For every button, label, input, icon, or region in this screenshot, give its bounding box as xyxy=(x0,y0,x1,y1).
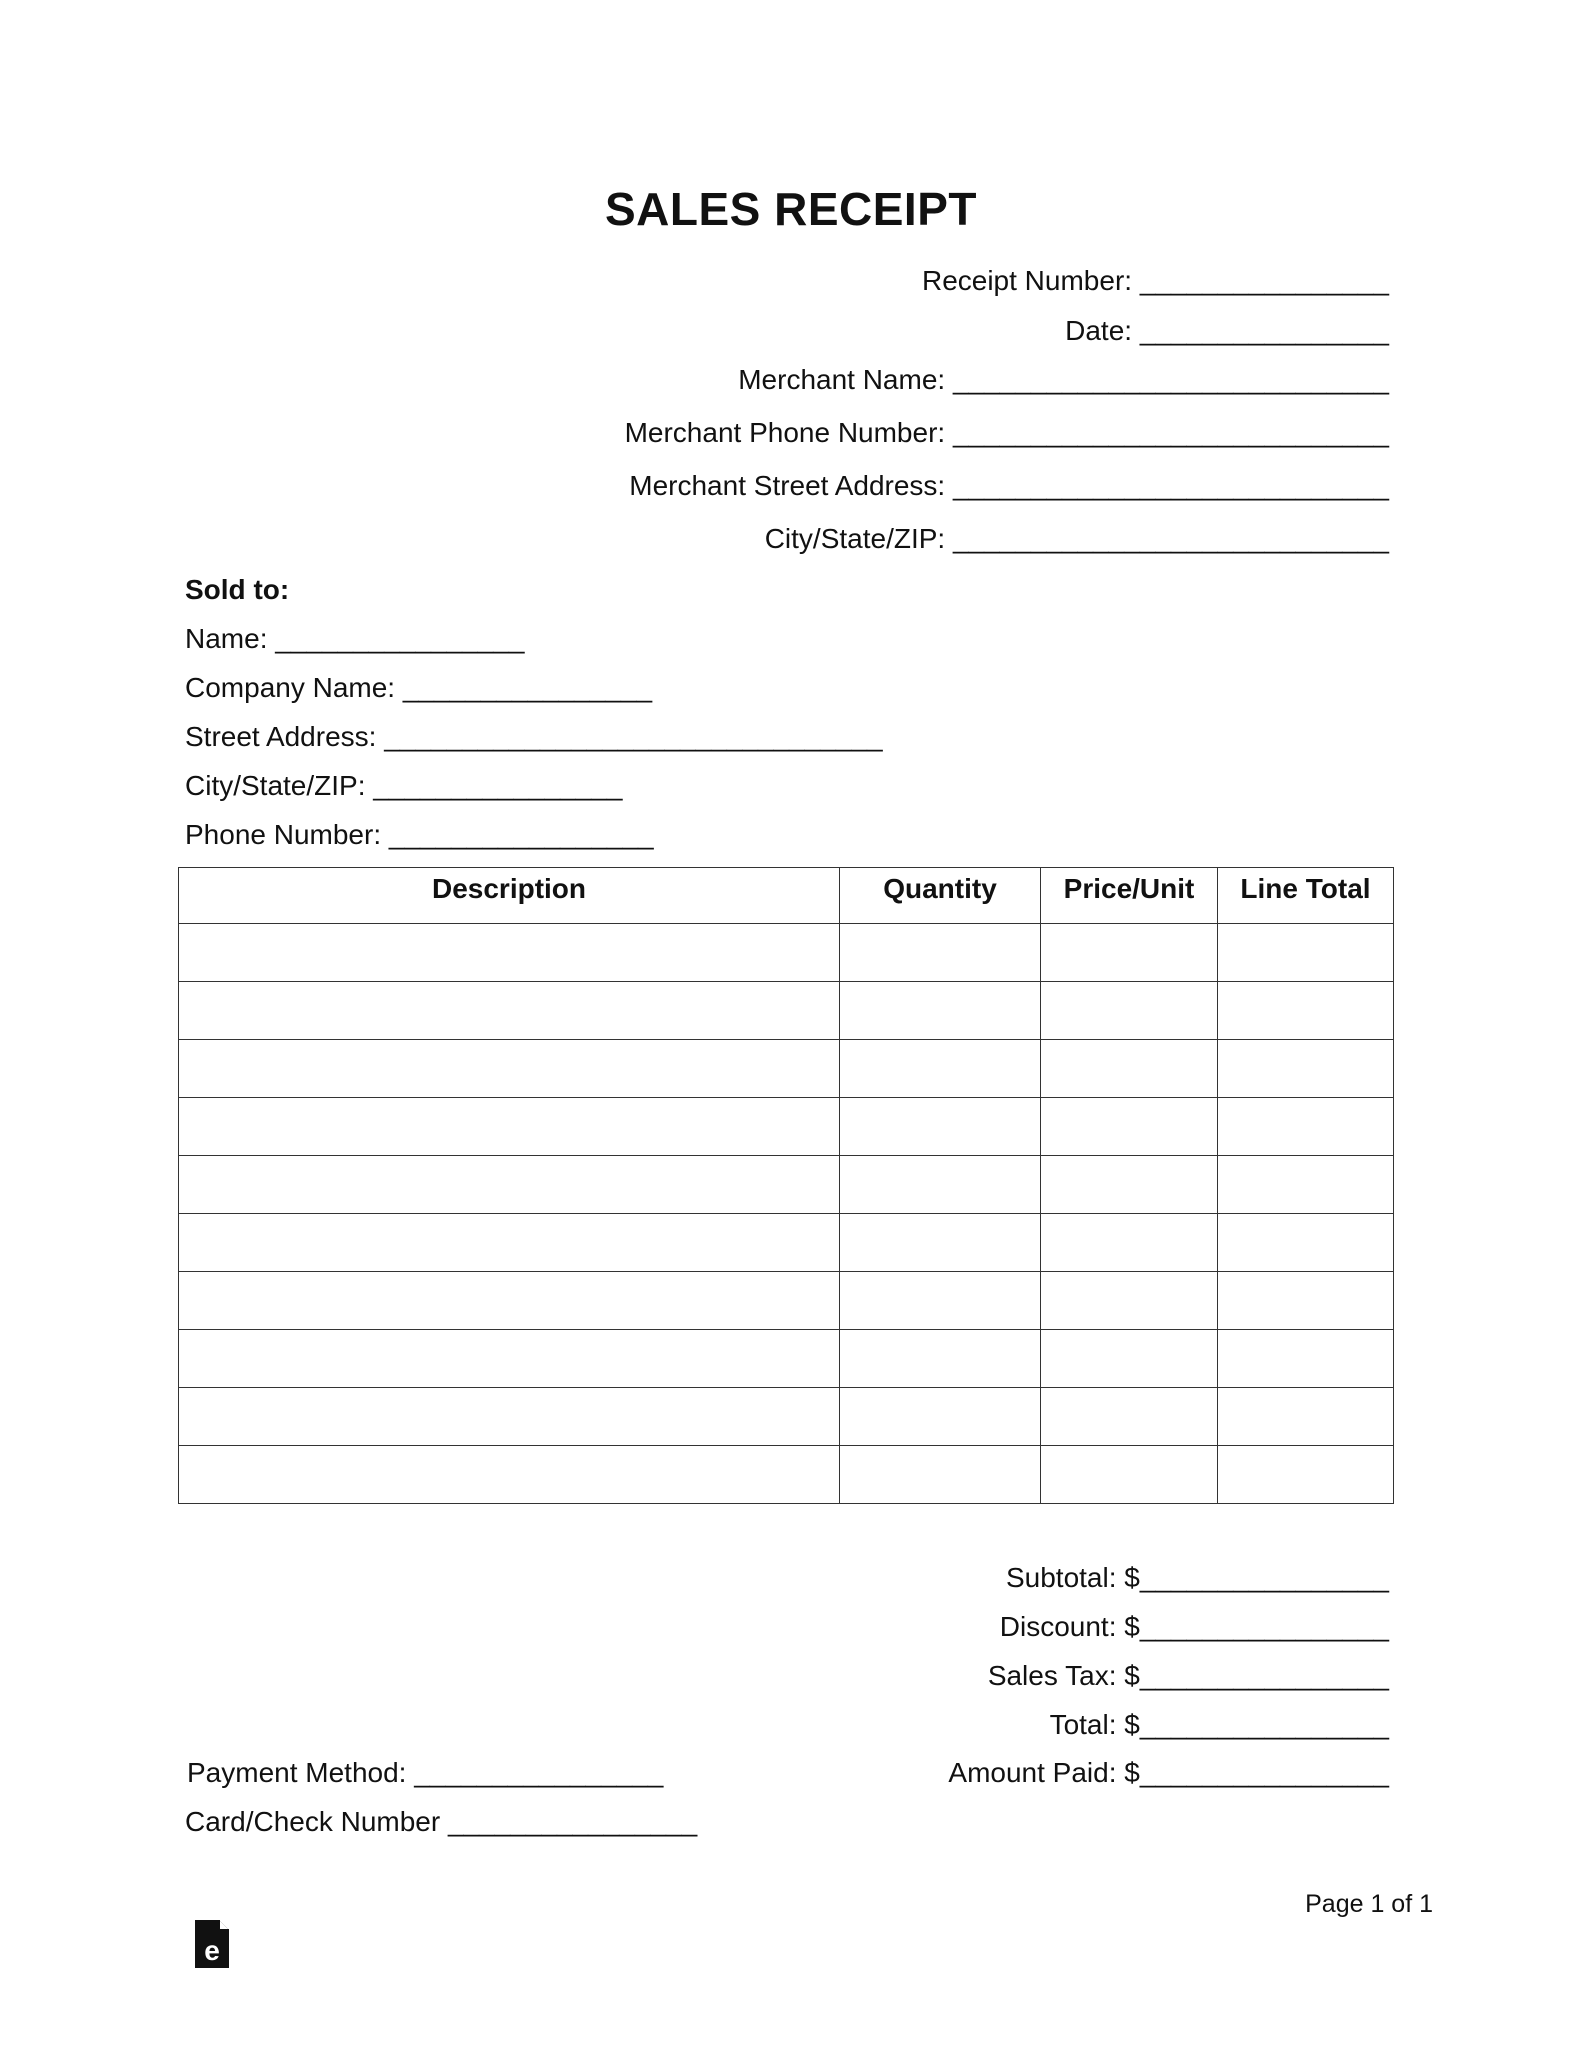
description-cell[interactable] xyxy=(179,1388,840,1446)
buyer-phone-field[interactable]: Phone Number: _________________ xyxy=(185,819,654,850)
table-row xyxy=(179,1098,1394,1156)
quantity-cell[interactable] xyxy=(840,1214,1041,1272)
price-unit-cell[interactable] xyxy=(1041,1214,1218,1272)
total-field[interactable]: Total: $________________ xyxy=(1049,1709,1389,1740)
price-unit-cell[interactable] xyxy=(1041,1040,1218,1098)
description-cell[interactable] xyxy=(179,1214,840,1272)
table-row xyxy=(179,1330,1394,1388)
subtotal-field[interactable]: Subtotal: $________________ xyxy=(1005,1562,1389,1593)
description-cell[interactable] xyxy=(179,1446,840,1504)
quantity-cell[interactable] xyxy=(840,1156,1041,1214)
table-header-row xyxy=(179,868,1394,924)
quantity-cell[interactable] xyxy=(840,982,1041,1040)
table-body xyxy=(179,924,1394,1504)
buyer-street-field[interactable]: Street Address: ________________________________ xyxy=(185,721,883,752)
line-total-cell[interactable] xyxy=(1218,982,1394,1040)
line-total-cell[interactable] xyxy=(1218,1330,1394,1388)
quantity-cell[interactable] xyxy=(840,1272,1041,1330)
line-total-cell[interactable] xyxy=(1218,1040,1394,1098)
table-row xyxy=(179,1272,1394,1330)
line-total-cell[interactable] xyxy=(1218,1098,1394,1156)
buyer-company-field[interactable]: Company Name: ________________ xyxy=(185,672,653,703)
price-unit-cell[interactable] xyxy=(1041,1446,1218,1504)
eforms-document-icon xyxy=(193,1918,231,1970)
line-total-cell[interactable] xyxy=(1218,1272,1394,1330)
column-header-quantity: Quantity xyxy=(840,868,1041,924)
price-unit-cell[interactable] xyxy=(1041,1156,1218,1214)
line-total-cell[interactable] xyxy=(1218,1214,1394,1272)
merchant-street-field[interactable]: Merchant Street Address: ____________________________ xyxy=(629,470,1389,501)
table-row xyxy=(179,1446,1394,1504)
table-row xyxy=(179,1040,1394,1098)
buyer-city-field[interactable]: City/State/ZIP: ________________ xyxy=(185,770,623,801)
line-total-cell[interactable] xyxy=(1218,1446,1394,1504)
quantity-cell[interactable] xyxy=(840,1446,1041,1504)
description-cell[interactable] xyxy=(179,1156,840,1214)
quantity-cell[interactable] xyxy=(840,924,1041,982)
sold-to-heading: Sold to: xyxy=(185,574,290,605)
column-header-description: Description xyxy=(179,868,840,924)
quantity-cell[interactable] xyxy=(840,1388,1041,1446)
line-items-table xyxy=(178,867,1394,1504)
merchant-phone-field[interactable]: Merchant Phone Number: ____________________________ xyxy=(624,417,1389,448)
line-total-cell[interactable] xyxy=(1218,924,1394,982)
receipt-number-field[interactable]: Receipt Number: ________________ xyxy=(921,265,1389,296)
svg-text:e: e xyxy=(204,1935,220,1966)
sales-tax-field[interactable]: Sales Tax: $________________ xyxy=(987,1660,1389,1691)
description-cell[interactable] xyxy=(179,1272,840,1330)
amount-paid-field[interactable]: Amount Paid: $________________ xyxy=(948,1757,1389,1788)
buyer-name-field[interactable]: Name: ________________ xyxy=(185,623,525,654)
quantity-cell[interactable] xyxy=(840,1330,1041,1388)
price-unit-cell[interactable] xyxy=(1041,1388,1218,1446)
payment-method-field[interactable]: Payment Method: ________________ xyxy=(187,1757,664,1788)
line-total-cell[interactable] xyxy=(1218,1156,1394,1214)
column-header-line-total: Line Total xyxy=(1218,868,1394,924)
description-cell[interactable] xyxy=(179,982,840,1040)
table-row xyxy=(179,1388,1394,1446)
table-row xyxy=(179,1214,1394,1272)
quantity-cell[interactable] xyxy=(840,1098,1041,1156)
merchant-city-field[interactable]: City/State/ZIP: ____________________________ xyxy=(764,523,1389,554)
table-row xyxy=(179,1156,1394,1214)
line-total-cell[interactable] xyxy=(1218,1388,1394,1446)
description-cell[interactable] xyxy=(179,1098,840,1156)
quantity-cell[interactable] xyxy=(840,1040,1041,1098)
page-number: Page 1 of 1 xyxy=(1305,1890,1433,1918)
table-row xyxy=(179,924,1394,982)
document-title: SALES RECEIPT xyxy=(604,183,977,235)
description-cell[interactable] xyxy=(179,924,840,982)
date-field[interactable]: Date: ________________ xyxy=(1065,315,1389,346)
column-header-price-unit: Price/Unit xyxy=(1041,868,1218,924)
merchant-name-field[interactable]: Merchant Name: ____________________________ xyxy=(738,364,1389,395)
price-unit-cell[interactable] xyxy=(1041,982,1218,1040)
price-unit-cell[interactable] xyxy=(1041,1330,1218,1388)
discount-field[interactable]: Discount: $________________ xyxy=(999,1611,1389,1642)
description-cell[interactable] xyxy=(179,1040,840,1098)
price-unit-cell[interactable] xyxy=(1041,924,1218,982)
price-unit-cell[interactable] xyxy=(1041,1272,1218,1330)
card-check-number-field[interactable]: Card/Check Number ________________ xyxy=(185,1806,698,1837)
price-unit-cell[interactable] xyxy=(1041,1098,1218,1156)
table-row xyxy=(179,982,1394,1040)
description-cell[interactable] xyxy=(179,1330,840,1388)
